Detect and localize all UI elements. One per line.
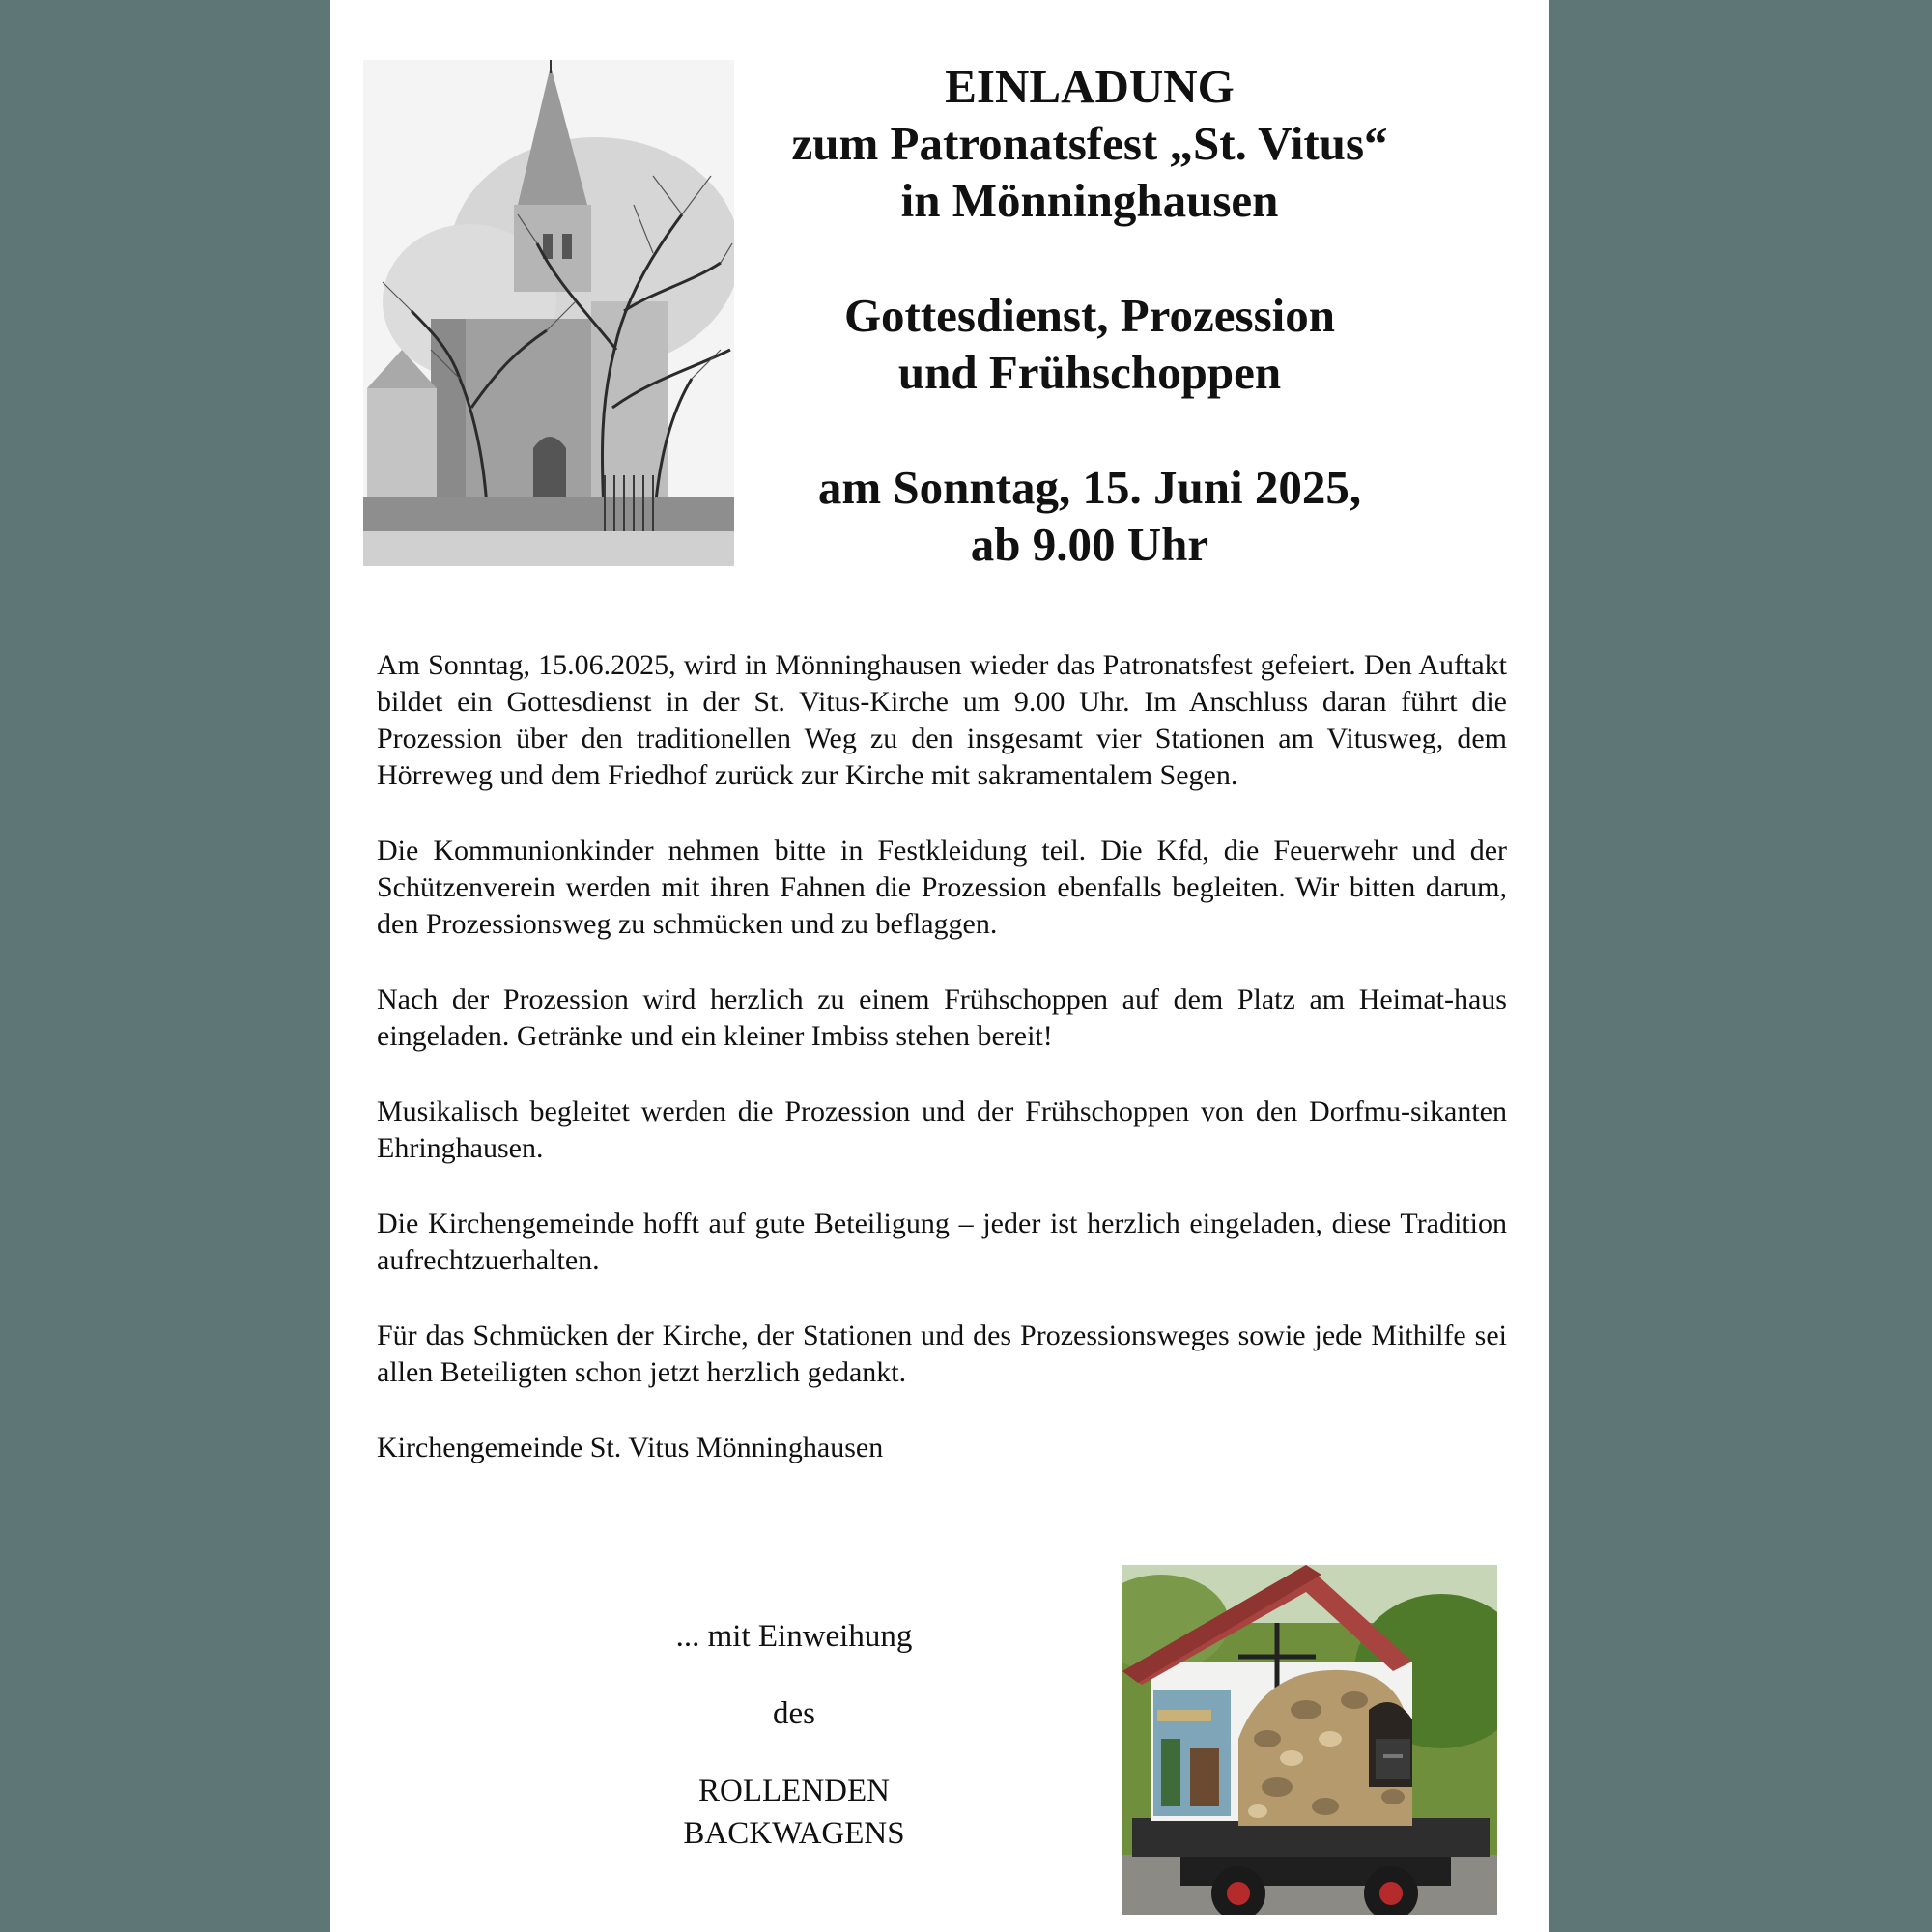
- title-patronatsfest: zum Patronatsfest „St. Vitus“: [791, 117, 1388, 170]
- event-date: am Sonntag, 15. Juni 2025,: [817, 461, 1362, 514]
- paragraph-fruehschoppen: Nach der Prozession wird herzlich zu einem Frühschoppen auf dem Platz am Heimat-haus eingeladen. Getränke und ein kleiner Imbiss stehen bereit!: [377, 983, 1507, 1052]
- paragraph-intro: Am Sonntag, 15.06.2025, wird in Mönninghausen wieder das Patronatsfest gefeiert. Den Auftakt bildet ein Gottesdienst in der St. Vitus-Kirche um 9.00 Uhr. Im Anschluss daran führt die Prozession über den traditionellen Weg zu den insgesamt vier Stationen am Vitusweg, dem Hörreweg und dem Friedhof zurück zur Kirche mit sakramentalem Segen.: [377, 649, 1507, 791]
- inauguration-line-1: ... mit Einweihung: [675, 1619, 913, 1654]
- inauguration-line-3a: ROLLENDEN: [698, 1774, 890, 1808]
- invitation-page: [330, 0, 1549, 1932]
- invitation-body: [377, 647, 1507, 1505]
- subtitle-program-1: Gottesdienst, Prozession: [843, 289, 1336, 342]
- signature: Kirchengemeinde St. Vitus Mönninghausen: [377, 1432, 884, 1463]
- event-time: ab 9.00 Uhr: [970, 518, 1209, 571]
- paragraph-music: Musikalisch begleitet werden die Prozession und der Frühschoppen von den Dorfmu-sikanten Ehringhausen.: [377, 1095, 1507, 1164]
- paragraph-participants: Die Kommunionkinder nehmen bitte in Festkleidung teil. Die Kfd, die Feuerwehr und der Schützenverein werden mit ihren Fahnen die Prozession ebenfalls begleiten. Wir bitten darum, den Prozessionsweg zu schmücken und zu beflaggen.: [377, 835, 1507, 940]
- paragraph-thanks: Für das Schmücken der Kirche, der Stationen und des Prozessionsweges sowie jede Mithilfe sei allen Beteiligten schon jetzt herzlich gedankt.: [377, 1320, 1507, 1388]
- subtitle-program-2: und Frühschoppen: [897, 346, 1282, 399]
- inauguration-line-3b: BACKWAGENS: [683, 1816, 905, 1851]
- church-sketch-image: [363, 60, 734, 566]
- paragraph-appeal: Die Kirchengemeinde hofft auf gute Beteiligung – jeder ist herzlich eingeladen, diese Tradition aufrechtzuerhalten.: [377, 1208, 1507, 1276]
- inauguration-line-3: [620, 1770, 968, 1855]
- title-einladung: EINLADUNG: [945, 60, 1235, 113]
- inauguration-line-2: des: [773, 1696, 815, 1731]
- invitation-heading: [775, 58, 1405, 573]
- backwagen-photo: [1122, 1565, 1497, 1915]
- inauguration-note: [620, 1615, 968, 1855]
- title-place: in Mönninghausen: [900, 174, 1279, 227]
